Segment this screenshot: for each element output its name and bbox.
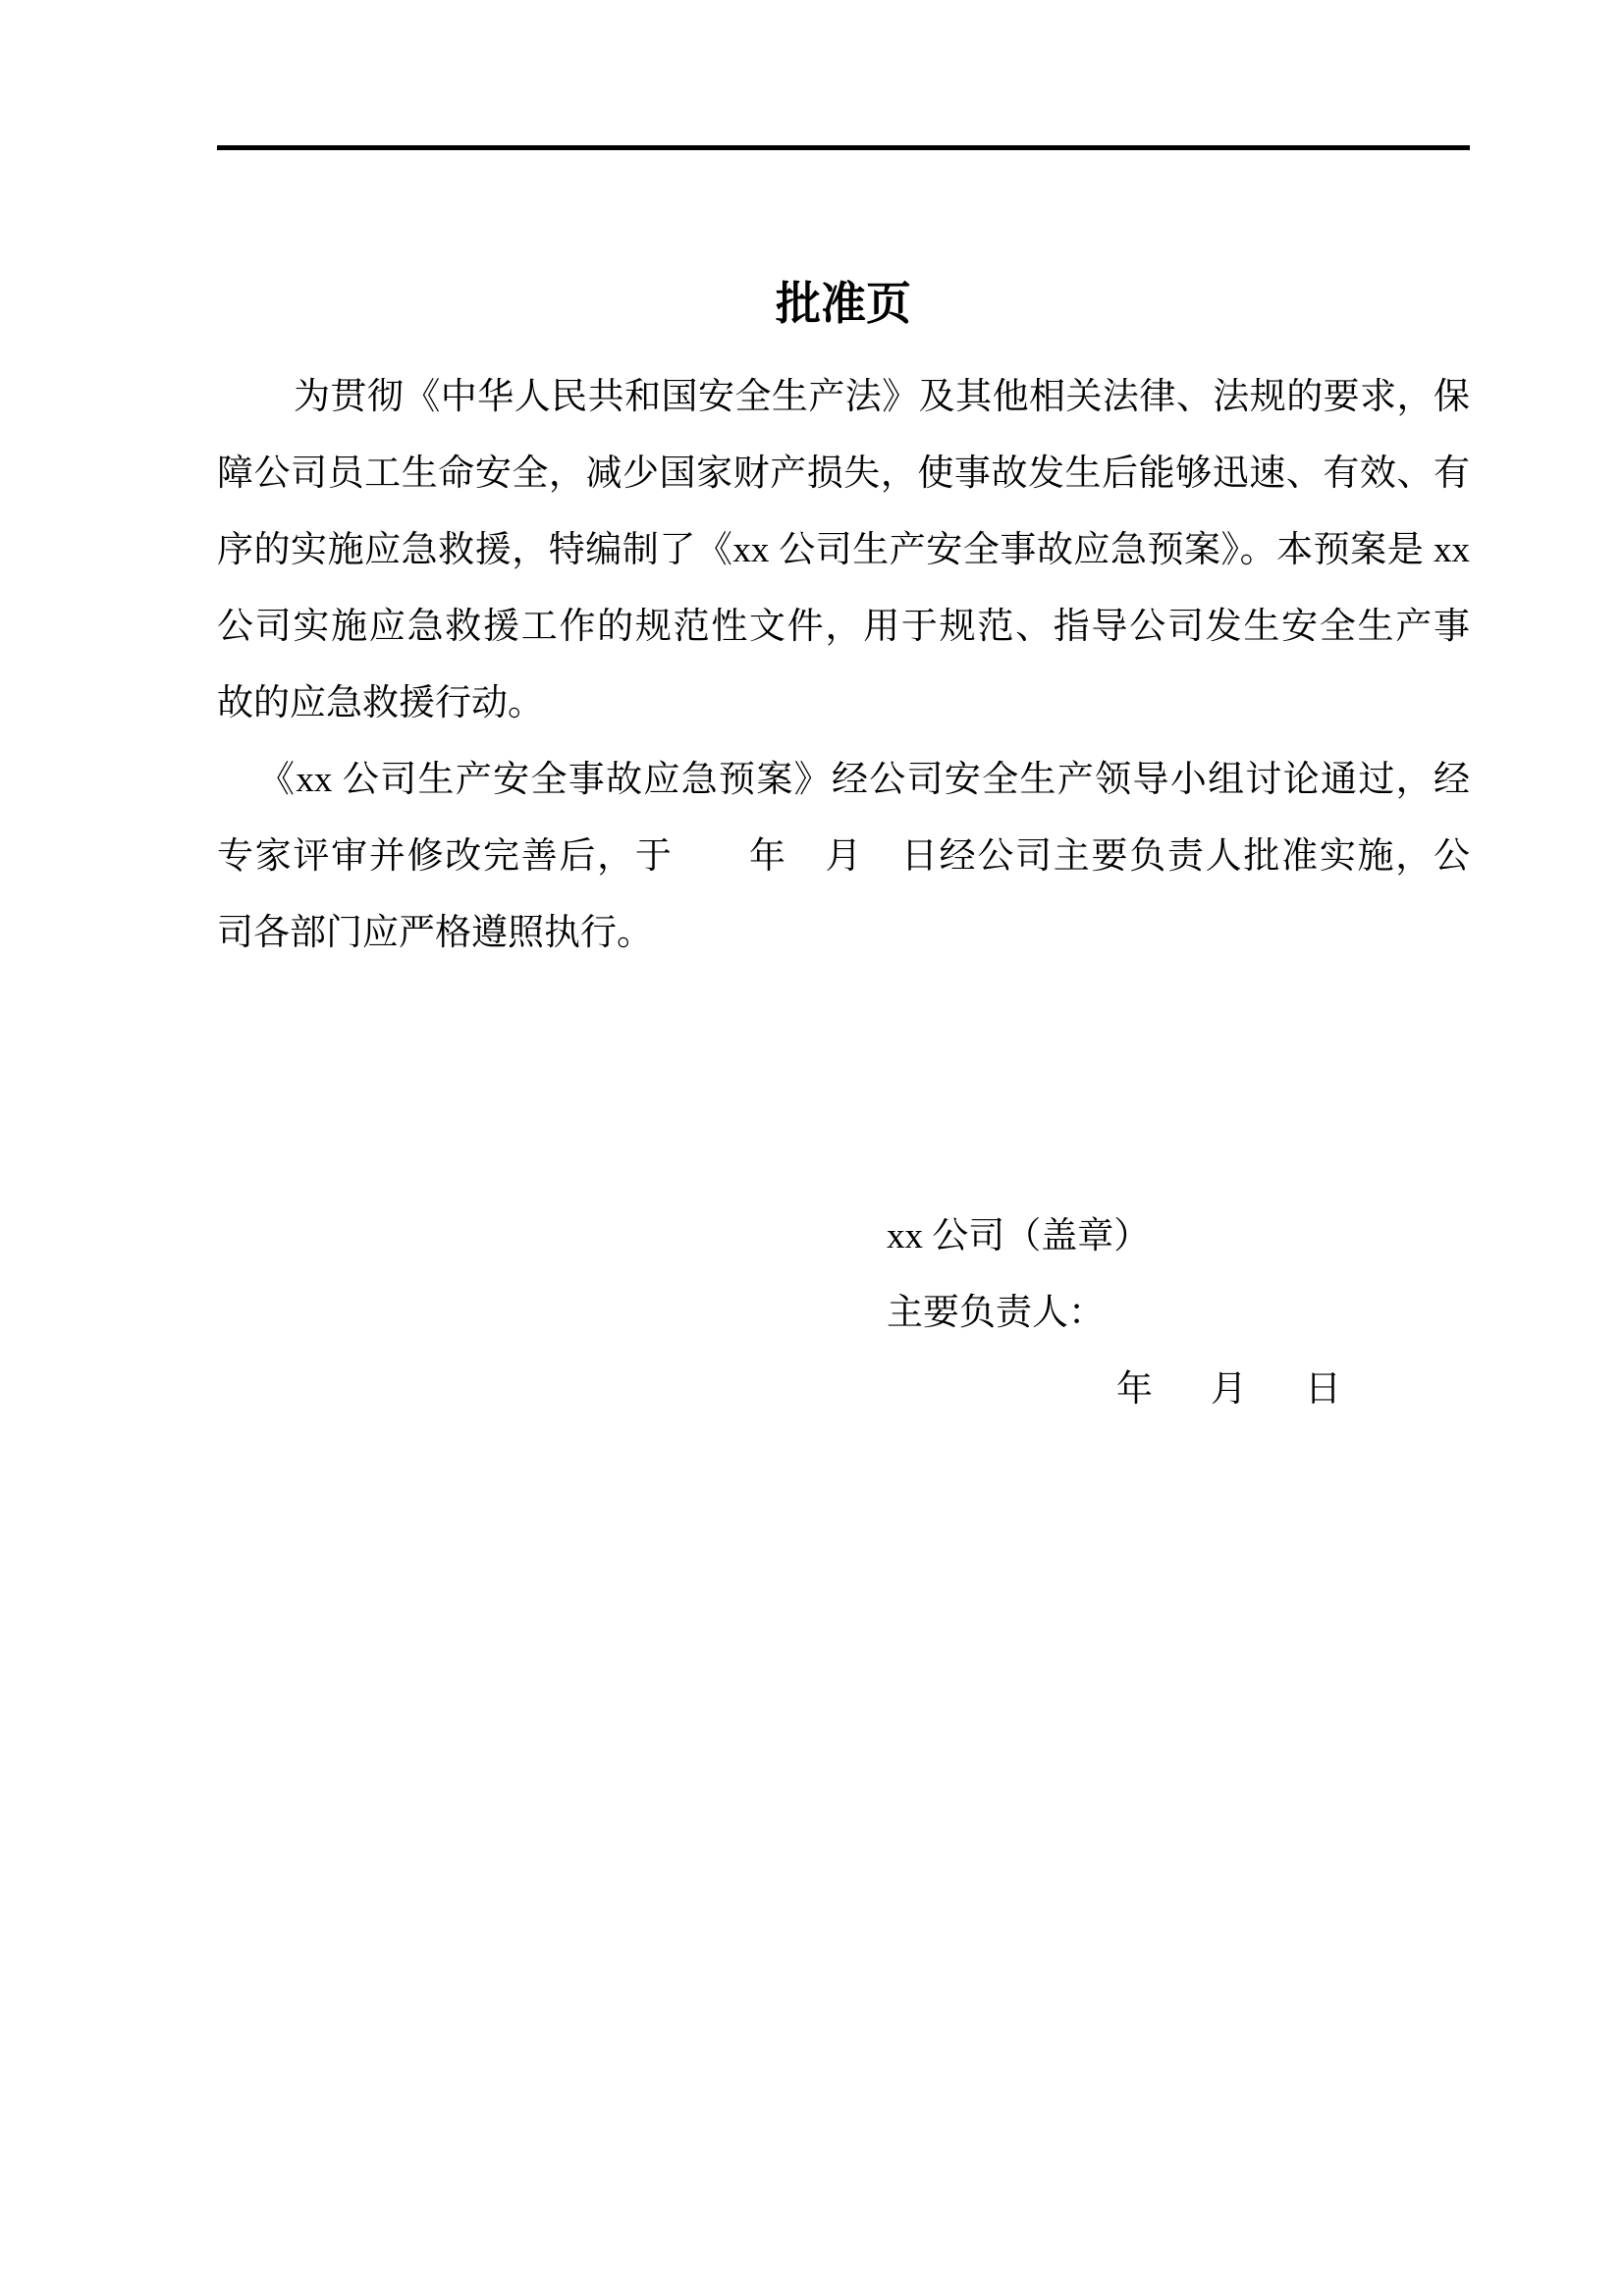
signature-block xyxy=(887,1199,1336,1428)
body-line: 司各部门应严格遵照执行。 xyxy=(217,913,653,953)
body-line: 专家评审并修改完善后，于 年 月 日经公司主要负责人批准实施，公 xyxy=(217,836,1470,877)
body-line: 序的实施应急救援，特编制了《xx 公司生产安全事故应急预案》。本预案是 xx xyxy=(217,530,1470,570)
body-line: 故的应急救援行动。 xyxy=(217,683,544,723)
paragraph-1 xyxy=(217,359,1470,742)
header-rule xyxy=(217,145,1470,150)
body-line: 障公司员工生命安全，减少国家财产损失，使事故发生后能够迅速、有效、有 xyxy=(217,454,1470,494)
document-body xyxy=(217,359,1470,972)
body-line: 为贯彻《中华人民共和国安全生产法》及其他相关法律、法规的要求，保 xyxy=(294,377,1470,417)
body-line: 公司实施应急救援工作的规范性文件，用于规范、指导公司发生安全生产事 xyxy=(217,607,1470,647)
body-line: 《xx 公司生产安全事故应急预案》经公司安全生产领导小组讨论通过，经 xyxy=(258,760,1470,800)
signature-date: 年 月 日 xyxy=(1116,1369,1336,1410)
page-title: 批准页 xyxy=(776,279,911,329)
signature-company: xx 公司（盖章） xyxy=(887,1216,1151,1256)
paragraph-2 xyxy=(217,742,1470,972)
signature-principal: 主要负责人： xyxy=(887,1293,1105,1333)
